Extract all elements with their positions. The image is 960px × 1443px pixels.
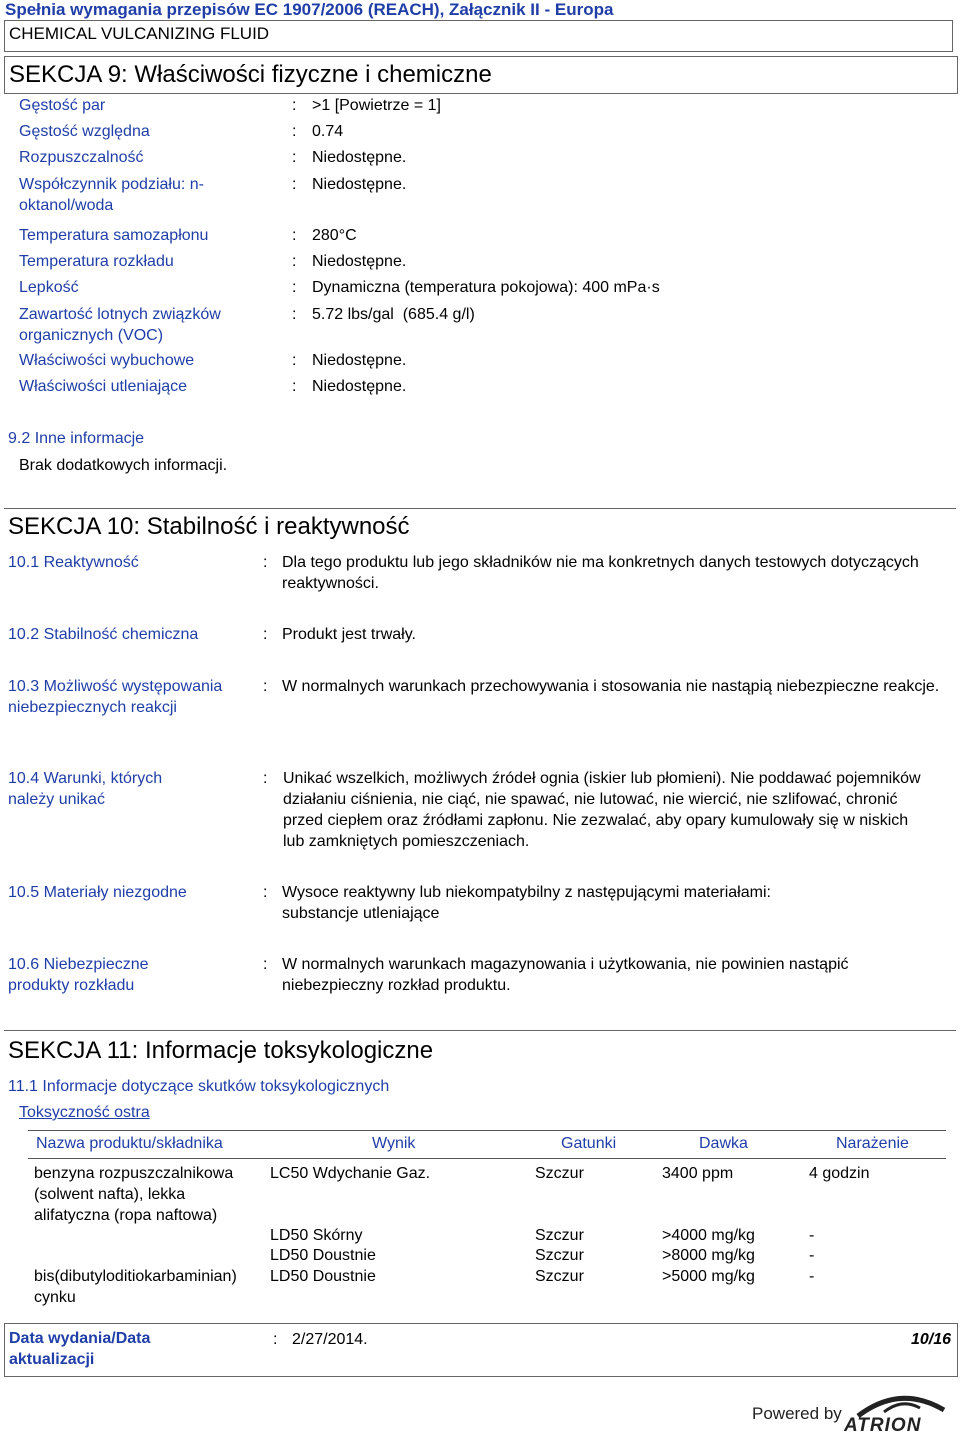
section-9-title-box [4,56,958,94]
table-cell-dose: >8000 mg/kg [662,1247,755,1264]
regulation-header: Spełnia wymagania przepisów EC 1907/2006 (REACH), Załącznik II - Europa [5,0,614,19]
table-cell-name: bis(dibutyloditiokarbaminian) cynku [34,1268,237,1306]
item-label: 10.6 Niebezpieczne produkty rozkładu [8,956,149,994]
table-cell-result: LD50 Doustnie [270,1268,376,1285]
col-header-result: Wynik [372,1135,416,1152]
item-value: Unikać wszelkich, możliwych źródeł ognia (iskier lub płomieni). Nie poddawać pojemników działaniu ciśnienia, nie ciąć, nie spawać, nie lutować, nie wiercić, nie szlifować, chronić przed ciepłem oraz źródłami zapłonu. Nie zezwalać, aby opary kumulowały się w niskich lub zamkniętych pomieszczeniach. [283,770,921,850]
prop-value: >1 [Powietrze = 1] [312,97,441,114]
prop-value: 5.72 lbs/gal (685.4 g/l) [312,306,475,323]
prop-value: Niedostępne. [312,149,407,166]
item-label: 10.3 Możliwość występowania niebezpiecznych reakcji [8,678,223,716]
prop-value: Dynamiczna (temperatura pokojowa): 400 mPa·s [312,279,660,296]
table-cell-exposure: - [809,1227,815,1244]
page-number: 10/16 [910,1331,951,1348]
tox-table-header-rule-bottom [28,1158,946,1159]
prop-label: Temperatura samozapłonu [19,227,209,244]
prop-label: Gęstość par [19,97,106,114]
col-header-dose: Dawka [699,1135,748,1152]
table-cell-exposure: 4 godzin [809,1165,870,1182]
product-name: CHEMICAL VULCANIZING FLUID [9,24,270,43]
prop-label: Współczynnik podziału: n-oktanol/woda [19,176,204,214]
item-label: 10.5 Materiały niezgodne [8,884,187,901]
other-info-heading: 9.2 Inne informacje [8,430,145,447]
item-value: Wysoce reaktywny lub niekompatybilny z następującymi materiałami: substancje utleniające [282,884,771,922]
col-header-species: Gatunki [561,1135,617,1152]
item-value: W normalnych warunkach magazynowania i użytkowania, nie powinien nastąpić niebezpieczny rozkład produktu. [282,956,849,994]
issue-date-label: Data wydania/Data aktualizacji [9,1330,151,1368]
table-cell-exposure: - [809,1268,815,1285]
prop-value: Niedostępne. [312,176,407,193]
table-cell-dose: >5000 mg/kg [662,1268,755,1285]
col-header-exposure: Narażenie [836,1135,909,1152]
table-cell-species: Szczur [535,1227,584,1244]
item-value: Produkt jest trwały. [282,626,416,643]
section-11-title-box [4,1030,956,1069]
table-cell-result: LD50 Doustnie [270,1247,376,1264]
section-10-title: SEKCJA 10: Stabilność i reaktywność [8,513,410,540]
atrion-logo [844,1388,956,1438]
tox-table [28,1130,946,1310]
other-info-text: Brak dodatkowych informacji. [19,457,228,474]
table-cell-result: LC50 Wdychanie Gaz. [270,1165,431,1182]
table-cell-result: LD50 Skórny [270,1227,363,1244]
table-cell-dose: >4000 mg/kg [662,1227,755,1244]
prop-value: 0.74 [312,123,344,140]
prop-label: Lepkość [19,279,79,296]
section-9-title: SEKCJA 9: Właściwości fizyczne i chemiczne [9,61,492,88]
prop-value: Niedostępne. [312,253,407,270]
item-value: W normalnych warunkach przechowywania i stosowania nie nastąpią niebezpieczne reakcje. [282,678,940,695]
table-cell-name: benzyna rozpuszczalnikowa (solwent nafta), lekka alifatyczna (ropa naftowa) [34,1165,234,1224]
table-cell-species: Szczur [535,1268,584,1285]
section-10-title-box [4,508,956,545]
item-label: 10.2 Stabilność chemiczna [8,626,199,643]
prop-label: Zawartość lotnych związków organicznych (VOC) [19,306,221,344]
prop-label: Rozpuszczalność [19,149,144,166]
prop-label: Właściwości utleniające [19,378,188,395]
prop-value: Niedostępne. [312,378,407,395]
table-cell-species: Szczur [535,1165,584,1182]
table-cell-dose: 3400 ppm [662,1165,734,1182]
table-cell-exposure: - [809,1247,815,1264]
prop-label: Właściwości wybuchowe [19,352,195,369]
issue-date-value: 2/27/2014. [292,1331,368,1348]
product-name-box [4,20,953,52]
powered-by-text: Powered by [752,1404,842,1423]
item-label: 10.4 Warunki, których należy unikać [8,770,163,808]
brand-name: ATRION [844,1415,922,1436]
section-11-title: SEKCJA 11: Informacje toksykologiczne [8,1037,434,1064]
prop-label: Temperatura rozkładu [19,253,174,270]
prop-value: 280°C [312,227,357,244]
item-label: 10.1 Reaktywność [8,554,139,571]
acute-tox-heading: Toksyczność ostra [19,1104,150,1121]
item-value: Dla tego produktu lub jego składników nie ma konkretnych danych testowych dotyczących reaktywności. [282,554,919,592]
prop-value: Niedostępne. [312,352,407,369]
col-header-name: Nazwa produktu/składnika [36,1135,223,1152]
table-cell-species: Szczur [535,1247,584,1264]
tox-table-header-rule-top [28,1130,946,1131]
tox-sub-heading: 11.1 Informacje dotyczące skutków toksykologicznych [8,1078,390,1095]
prop-label: Gęstość względna [19,123,150,140]
footer-box: Data wydania/Data aktualizacji : 2/27/2014. 10/16 [4,1323,958,1377]
